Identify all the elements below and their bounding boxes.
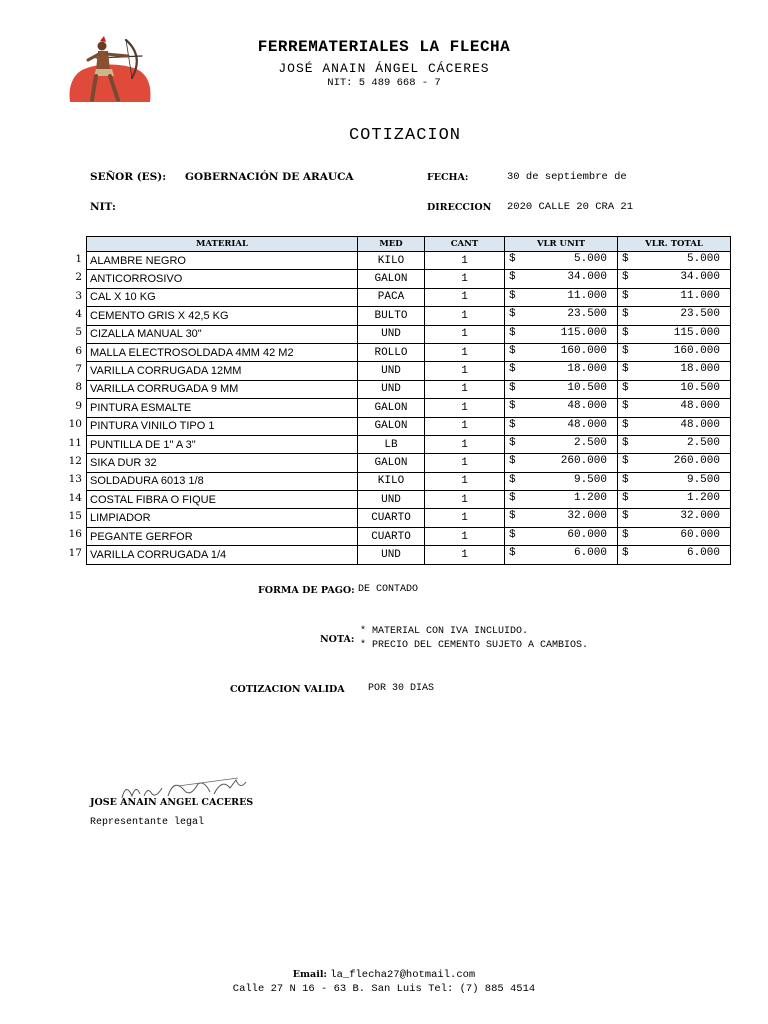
total-price-cell xyxy=(618,362,731,380)
cant-cell: 1 xyxy=(425,399,505,417)
row-number: 16 xyxy=(68,528,82,541)
material-cell: COSTAL FIBRA O FIQUE xyxy=(87,491,358,509)
date-value: 30 de septiembre de xyxy=(507,171,627,183)
currency-symbol: $ xyxy=(622,547,629,560)
amount: 10.500 xyxy=(680,381,720,394)
material-cell: CEMENTO GRIS X 42,5 KG xyxy=(87,307,358,325)
total-price-cell xyxy=(618,472,731,490)
currency-symbol: $ xyxy=(509,528,516,541)
payment-label: FORMA DE PAGO: xyxy=(258,585,355,596)
total-price-cell xyxy=(618,288,731,306)
amount: 32.000 xyxy=(680,510,720,523)
client-label: SEÑOR (ES): xyxy=(90,171,167,183)
client-nit-label: NIT: xyxy=(90,201,116,213)
med-cell: UND xyxy=(358,546,425,564)
med-cell: UND xyxy=(358,380,425,398)
row-number: 4 xyxy=(75,308,82,321)
amount: 160.000 xyxy=(673,344,720,357)
signer-role: Representante legal xyxy=(90,817,205,828)
amount: 2.500 xyxy=(686,436,720,449)
row-number: 10 xyxy=(68,418,82,431)
table-row xyxy=(87,491,731,509)
material-cell: PINTURA ESMALTE xyxy=(87,399,358,417)
amount: 1.200 xyxy=(573,492,607,505)
unit-price-cell xyxy=(505,343,618,361)
currency-symbol: $ xyxy=(509,271,516,284)
amount: 48.000 xyxy=(567,418,607,431)
validity-label: COTIZACION VALIDA xyxy=(230,684,345,695)
total-price-cell xyxy=(618,343,731,361)
total-price-cell xyxy=(618,252,731,270)
row-number: 3 xyxy=(75,289,82,302)
company-name: FERREMATERIALES LA FLECHA xyxy=(257,38,511,56)
client-name: GOBERNACIÓN DE ARAUCA xyxy=(185,171,354,183)
unit-price-cell xyxy=(505,307,618,325)
med-cell: BULTO xyxy=(358,307,425,325)
row-number: 12 xyxy=(68,454,82,467)
row-number: 15 xyxy=(68,509,82,522)
med-cell: CUARTO xyxy=(358,527,425,545)
amount: 23.500 xyxy=(680,308,720,321)
currency-symbol: $ xyxy=(622,473,629,486)
currency-symbol: $ xyxy=(509,418,516,431)
amount: 34.000 xyxy=(680,271,720,284)
table-row xyxy=(87,343,731,361)
row-number: 2 xyxy=(75,271,82,284)
med-cell: GALON xyxy=(358,417,425,435)
total-price-cell xyxy=(618,546,731,564)
amount: 115.000 xyxy=(673,326,720,339)
row-number: 1 xyxy=(75,253,82,265)
cant-cell: 1 xyxy=(425,343,505,361)
currency-symbol: $ xyxy=(622,528,629,541)
amount: 260.000 xyxy=(673,455,720,468)
med-cell: KILO xyxy=(358,472,425,490)
material-cell: PUNTILLA DE 1" A 3" xyxy=(87,435,358,453)
unit-price-cell xyxy=(505,417,618,435)
amount: 11.000 xyxy=(680,289,720,302)
total-price-cell xyxy=(618,491,731,509)
material-cell: ALAMBRE NEGRO xyxy=(87,252,358,270)
row-number: 7 xyxy=(75,363,82,376)
currency-symbol: $ xyxy=(509,492,516,505)
currency-symbol: $ xyxy=(509,381,516,394)
table-row xyxy=(87,288,731,306)
row-number: 6 xyxy=(75,344,82,357)
cant-cell: 1 xyxy=(425,454,505,472)
amount: 18.000 xyxy=(680,363,720,376)
material-cell: LIMPIADOR xyxy=(87,509,358,527)
unit-price-cell xyxy=(505,380,618,398)
material-cell: VARILLA CORRUGADA 9 MM xyxy=(87,380,358,398)
material-cell: PINTURA VINILO TIPO 1 xyxy=(87,417,358,435)
document-title: COTIZACION xyxy=(348,126,462,145)
total-price-cell xyxy=(618,527,731,545)
header-cant: CANT xyxy=(425,237,505,252)
unit-price-cell xyxy=(505,399,618,417)
amount: 160.000 xyxy=(560,344,607,357)
table-row xyxy=(87,509,731,527)
amount: 60.000 xyxy=(680,528,720,541)
row-number: 14 xyxy=(68,491,82,504)
row-number: 13 xyxy=(68,473,82,486)
currency-symbol: $ xyxy=(622,455,629,468)
amount: 60.000 xyxy=(567,528,607,541)
amount: 23.500 xyxy=(567,308,607,321)
amount: 48.000 xyxy=(680,400,720,413)
row-number: 11 xyxy=(68,436,82,449)
unit-price-cell xyxy=(505,491,618,509)
currency-symbol: $ xyxy=(622,326,629,339)
cant-cell: 1 xyxy=(425,417,505,435)
table-row xyxy=(87,454,731,472)
med-cell: ROLLO xyxy=(358,343,425,361)
table-row xyxy=(87,325,731,343)
cant-cell: 1 xyxy=(425,527,505,545)
cant-cell: 1 xyxy=(425,380,505,398)
address-value: 2020 CALLE 20 CRA 21 xyxy=(507,201,634,213)
currency-symbol: $ xyxy=(622,344,629,357)
footer-email-line xyxy=(0,968,768,981)
currency-symbol: $ xyxy=(622,308,629,321)
currency-symbol: $ xyxy=(509,253,516,265)
table-row xyxy=(87,362,731,380)
total-price-cell xyxy=(618,435,731,453)
currency-symbol: $ xyxy=(509,473,516,486)
amount: 10.500 xyxy=(567,381,607,394)
med-cell: GALON xyxy=(358,399,425,417)
unit-price-cell xyxy=(505,527,618,545)
med-cell: KILO xyxy=(358,252,425,270)
amount: 6.000 xyxy=(686,547,720,560)
amount: 34.000 xyxy=(567,271,607,284)
currency-symbol: $ xyxy=(509,289,516,302)
header-med: MED xyxy=(358,237,425,252)
currency-symbol: $ xyxy=(509,436,516,449)
med-cell: GALON xyxy=(358,270,425,288)
material-cell: CIZALLA MANUAL 30" xyxy=(87,325,358,343)
total-price-cell xyxy=(618,325,731,343)
table-row xyxy=(87,435,731,453)
amount: 48.000 xyxy=(567,400,607,413)
amount: 260.000 xyxy=(560,455,607,468)
currency-symbol: $ xyxy=(622,492,629,505)
footer-email-label: Email: xyxy=(292,969,327,980)
date-label: FECHA: xyxy=(427,172,469,183)
currency-symbol: $ xyxy=(622,436,629,449)
unit-price-cell xyxy=(505,325,618,343)
material-cell: ANTICORROSIVO xyxy=(87,270,358,288)
med-cell: UND xyxy=(358,362,425,380)
currency-symbol: $ xyxy=(622,253,629,265)
unit-price-cell xyxy=(505,270,618,288)
unit-price-cell xyxy=(505,362,618,380)
currency-symbol: $ xyxy=(509,547,516,560)
cant-cell: 1 xyxy=(425,435,505,453)
items-table xyxy=(86,236,731,565)
owner-name: JOSÉ ANAIN ÁNGEL CÁCERES xyxy=(278,61,490,76)
med-cell: GALON xyxy=(358,454,425,472)
header-vlr-unit: VLR UNIT xyxy=(505,237,618,252)
amount: 5.000 xyxy=(573,253,607,265)
currency-symbol: $ xyxy=(622,271,629,284)
amount: 9.500 xyxy=(686,473,720,486)
total-price-cell xyxy=(618,509,731,527)
unit-price-cell xyxy=(505,288,618,306)
note-line-2: * PRECIO DEL CEMENTO SUJETO A CAMBIOS. xyxy=(360,640,589,651)
table-row xyxy=(87,527,731,545)
table-row xyxy=(87,546,731,564)
material-cell: MALLA ELECTROSOLDADA 4MM 42 M2 xyxy=(87,343,358,361)
med-cell: LB xyxy=(358,435,425,453)
cant-cell: 1 xyxy=(425,252,505,270)
currency-symbol: $ xyxy=(509,455,516,468)
unit-price-cell xyxy=(505,472,618,490)
table-row xyxy=(87,472,731,490)
table-row xyxy=(87,417,731,435)
material-cell: SIKA DUR 32 xyxy=(87,454,358,472)
currency-symbol: $ xyxy=(509,363,516,376)
cant-cell: 1 xyxy=(425,307,505,325)
cant-cell: 1 xyxy=(425,546,505,564)
payment-value: DE CONTADO xyxy=(358,584,419,595)
header-vlr-total: VLR. TOTAL xyxy=(618,237,731,252)
cant-cell: 1 xyxy=(425,270,505,288)
currency-symbol: $ xyxy=(622,381,629,394)
currency-symbol: $ xyxy=(509,344,516,357)
amount: 6.000 xyxy=(573,547,607,560)
unit-price-cell xyxy=(505,546,618,564)
row-number: 5 xyxy=(75,326,82,339)
med-cell: UND xyxy=(358,325,425,343)
currency-symbol: $ xyxy=(509,510,516,523)
company-nit: NIT: 5 489 668 - 7 xyxy=(327,77,441,89)
total-price-cell xyxy=(618,307,731,325)
amount: 115.000 xyxy=(560,326,607,339)
cant-cell: 1 xyxy=(425,362,505,380)
table-row xyxy=(87,307,731,325)
med-cell: PACA xyxy=(358,288,425,306)
unit-price-cell xyxy=(505,435,618,453)
table-row xyxy=(87,380,731,398)
validity-value: POR 30 DIAS xyxy=(368,683,435,694)
table-row xyxy=(87,399,731,417)
table-header-row xyxy=(87,237,731,252)
cant-cell: 1 xyxy=(425,325,505,343)
total-price-cell xyxy=(618,399,731,417)
unit-price-cell xyxy=(505,454,618,472)
cant-cell: 1 xyxy=(425,491,505,509)
currency-symbol: $ xyxy=(509,400,516,413)
material-cell: VARILLA CORRUGADA 12MM xyxy=(87,362,358,380)
cant-cell: 1 xyxy=(425,472,505,490)
unit-price-cell xyxy=(505,252,618,270)
amount: 9.500 xyxy=(573,473,607,486)
amount: 32.000 xyxy=(567,510,607,523)
amount: 1.200 xyxy=(686,492,720,505)
amount: 11.000 xyxy=(567,289,607,302)
material-cell: PEGANTE GERFOR xyxy=(87,527,358,545)
row-number: 17 xyxy=(68,546,82,559)
footer-address: Calle 27 N 16 - 63 B. San Luis Tel: (7) 885 4514 xyxy=(232,983,536,995)
total-price-cell xyxy=(618,454,731,472)
address-label: DIRECCION xyxy=(427,202,492,213)
unit-price-cell xyxy=(505,509,618,527)
header-material: MATERIAL xyxy=(87,237,358,252)
currency-symbol: $ xyxy=(622,289,629,302)
note-label: NOTA: xyxy=(320,634,355,645)
amount: 2.500 xyxy=(573,436,607,449)
currency-symbol: $ xyxy=(509,326,516,339)
amount: 18.000 xyxy=(567,363,607,376)
amount: 5.000 xyxy=(686,253,720,265)
cant-cell: 1 xyxy=(425,509,505,527)
total-price-cell xyxy=(618,270,731,288)
cant-cell: 1 xyxy=(425,288,505,306)
med-cell: UND xyxy=(358,491,425,509)
amount: 48.000 xyxy=(680,418,720,431)
table-row xyxy=(87,252,731,270)
currency-symbol: $ xyxy=(509,308,516,321)
med-cell: CUARTO xyxy=(358,509,425,527)
total-price-cell xyxy=(618,380,731,398)
currency-symbol: $ xyxy=(622,510,629,523)
footer-email[interactable]: la_flecha27@hotmail.com xyxy=(330,969,476,981)
material-cell: SOLDADURA 6013 1/8 xyxy=(87,472,358,490)
table-row xyxy=(87,270,731,288)
note-line-1: * MATERIAL CON IVA INCLUIDO. xyxy=(360,626,529,637)
total-price-cell xyxy=(618,417,731,435)
material-cell: CAL X 10 KG xyxy=(87,288,358,306)
currency-symbol: $ xyxy=(622,418,629,431)
row-number: 9 xyxy=(75,399,82,412)
material-cell: VARILLA CORRUGADA 1/4 xyxy=(87,546,358,564)
currency-symbol: $ xyxy=(622,400,629,413)
signer-name: JOSE ANAIN ANGEL CACERES xyxy=(90,797,254,808)
row-number: 8 xyxy=(75,381,82,394)
currency-symbol: $ xyxy=(622,363,629,376)
